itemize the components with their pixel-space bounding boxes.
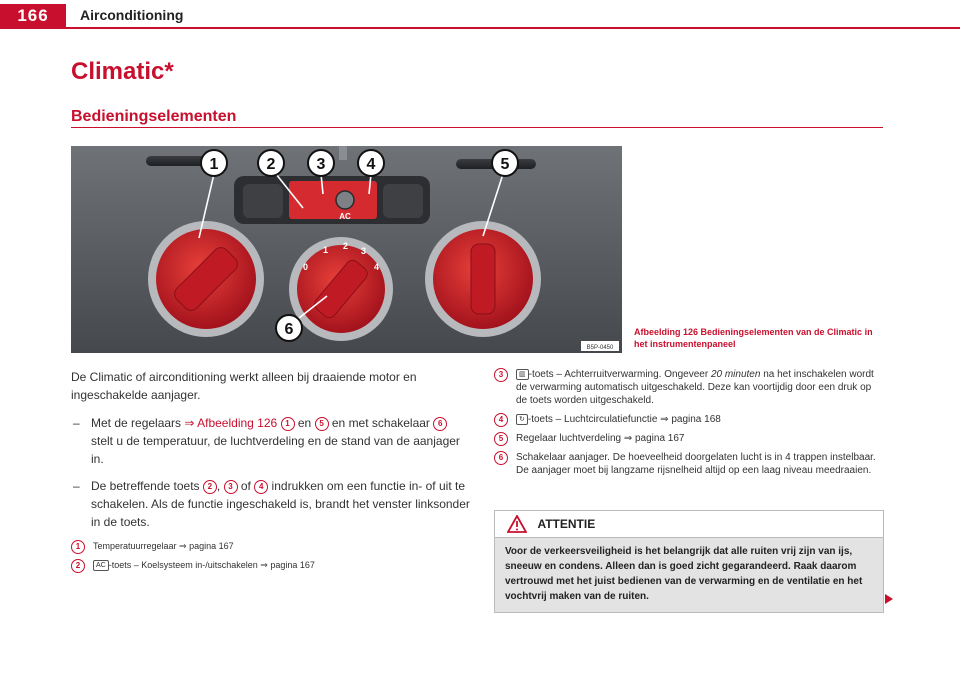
legend-item-1	[71, 540, 471, 553]
figure-link[interactable]: ⇒ Afbeelding 126	[184, 416, 278, 430]
left-seat-heat-button	[243, 184, 283, 218]
instruction-1-text-c: en met schakelaar	[328, 416, 434, 430]
legend-item-2	[71, 559, 471, 572]
section-title: Airconditioning	[80, 7, 184, 23]
blower-level-3: 3	[361, 246, 367, 256]
blower-level-4: 4	[374, 262, 380, 272]
callout-6	[276, 315, 302, 341]
callout-1	[201, 150, 227, 176]
page-title: Climatic*	[71, 58, 174, 85]
callout-4	[358, 150, 384, 176]
svg-text:3: 3	[316, 156, 326, 173]
continue-arrow-icon	[885, 594, 893, 604]
callout-5	[492, 150, 518, 176]
callout-3	[308, 150, 334, 176]
figure-caption: Afbeelding 126 Bedieningselementen van de Climatic in het instrumentenpaneel	[634, 327, 873, 349]
ref-1: 1	[281, 417, 295, 431]
right-column	[494, 368, 884, 483]
instruction-2-text-c: of	[237, 479, 255, 493]
legend-text-4: -toets – Luchtcirculatiefunctie ⇒ pagina 168	[527, 414, 721, 425]
legend-text-3: -toets – Achterruitverwarming. Ongeveer	[528, 369, 711, 380]
red-button-bar	[289, 181, 377, 219]
dash-marker: –	[73, 416, 80, 430]
image-code: B5P-0450	[586, 345, 614, 351]
legend-item-3	[494, 368, 884, 407]
ac-key-icon: AC	[93, 560, 109, 571]
section-subtitle: Bedieningselementen	[71, 108, 237, 125]
dash-marker: –	[73, 479, 80, 493]
instruction-2-text-d: indrukken om een functie in- of uit te schakelen. Als de functie ingeschakeld is, brandt het venster linksonder in de toets.	[91, 479, 470, 529]
legend-num-3: 3	[494, 368, 508, 382]
legend-num-5: 5	[494, 432, 508, 446]
instruction-2-text-a: De betreffende toets	[91, 479, 203, 493]
legend-text-2: -toets – Koelsysteem in-/uitschakelen ⇒ pagina 167	[108, 560, 315, 570]
warning-box	[494, 510, 884, 613]
legend-num-6: 6	[494, 451, 508, 465]
climatic-figure	[71, 146, 622, 353]
instruction-1	[71, 414, 471, 468]
legend-item-6	[494, 451, 884, 477]
svg-text:5: 5	[500, 156, 510, 173]
ref-6: 6	[433, 417, 447, 431]
warning-text: Voor de verkeersveiligheid is het belangrijk dat alle ruiten vrij zijn van ijs, sneeuw en condens. Alleen dan is goed zicht gegarandeerd. Raak daarom vertrouwd met het juist bedienen van de verwarming en de ventilatie en het vochtvrij maken van de ruiten.	[495, 538, 883, 612]
right-seat-heat-button	[383, 184, 423, 218]
ref-2: 2	[203, 480, 217, 494]
svg-text:6: 6	[284, 321, 294, 338]
center-trim	[339, 146, 347, 160]
legend-text-6: Schakelaar aanjager. De hoeveelheid doorgelaten lucht is in 4 trappen instelbaar. De aanjager moet bij langzame rijsnelheid altijd op een laag niveau meedraaien.	[516, 452, 876, 476]
legend-num-1: 1	[71, 540, 85, 554]
left-column	[71, 368, 471, 578]
legend-num-4: 4	[494, 413, 508, 427]
recirculation-icon: ↻	[516, 414, 528, 425]
warning-triangle-icon	[507, 515, 527, 533]
legend-item-5	[494, 432, 884, 445]
legend-text-5: Regelaar luchtverdeling ⇒ pagina 167	[516, 433, 685, 444]
legend-num-2: 2	[71, 559, 85, 573]
instruction-2-text-b: ,	[216, 479, 224, 493]
warning-header	[495, 511, 883, 538]
legend-item-4	[494, 413, 884, 426]
legend-text-3-rest: na het inschakelen wordt de verwarming automatisch uitgeschakeld. Deze kan voortijdig door een druk op de toets worden uitgeschakeld.	[516, 369, 874, 406]
blower-level-1: 1	[323, 245, 329, 255]
subtitle-rule	[71, 127, 883, 128]
instruction-1-text-d: stelt u de temperatuur, de luchtverdeling en de stand van de aanjager in.	[91, 434, 460, 466]
ref-5: 5	[315, 417, 329, 431]
blower-level-0: 0	[303, 262, 309, 272]
ac-button	[336, 191, 354, 209]
blower-level-2: 2	[343, 241, 349, 251]
callout-2	[258, 150, 284, 176]
intro-paragraph: De Climatic of airconditioning werkt alleen bij draaiende motor en ingeschakelde aanjager.	[71, 370, 417, 402]
svg-text:1: 1	[209, 156, 219, 173]
ref-4: 4	[254, 480, 268, 494]
header-rule	[0, 27, 960, 29]
svg-text:2: 2	[266, 156, 276, 173]
svg-text:4: 4	[366, 156, 376, 173]
legend-text-1: Temperatuurregelaar ⇒ pagina 167	[93, 541, 234, 551]
legend-text-3-emphasis: 20 minuten	[710, 369, 761, 380]
instruction-1-text-a: Met de regelaars	[91, 416, 185, 430]
air-distribution-dial-grip	[471, 244, 495, 314]
page-number: 166	[0, 4, 66, 27]
ref-3: 3	[224, 480, 238, 494]
instruction-1-text-b: en	[294, 416, 315, 430]
ac-label: AC	[339, 212, 351, 221]
rear-defrost-icon: ▥	[516, 369, 529, 380]
climatic-panel-illustration	[71, 146, 622, 353]
warning-title: ATTENTIE	[537, 517, 596, 531]
instruction-2	[71, 477, 471, 531]
